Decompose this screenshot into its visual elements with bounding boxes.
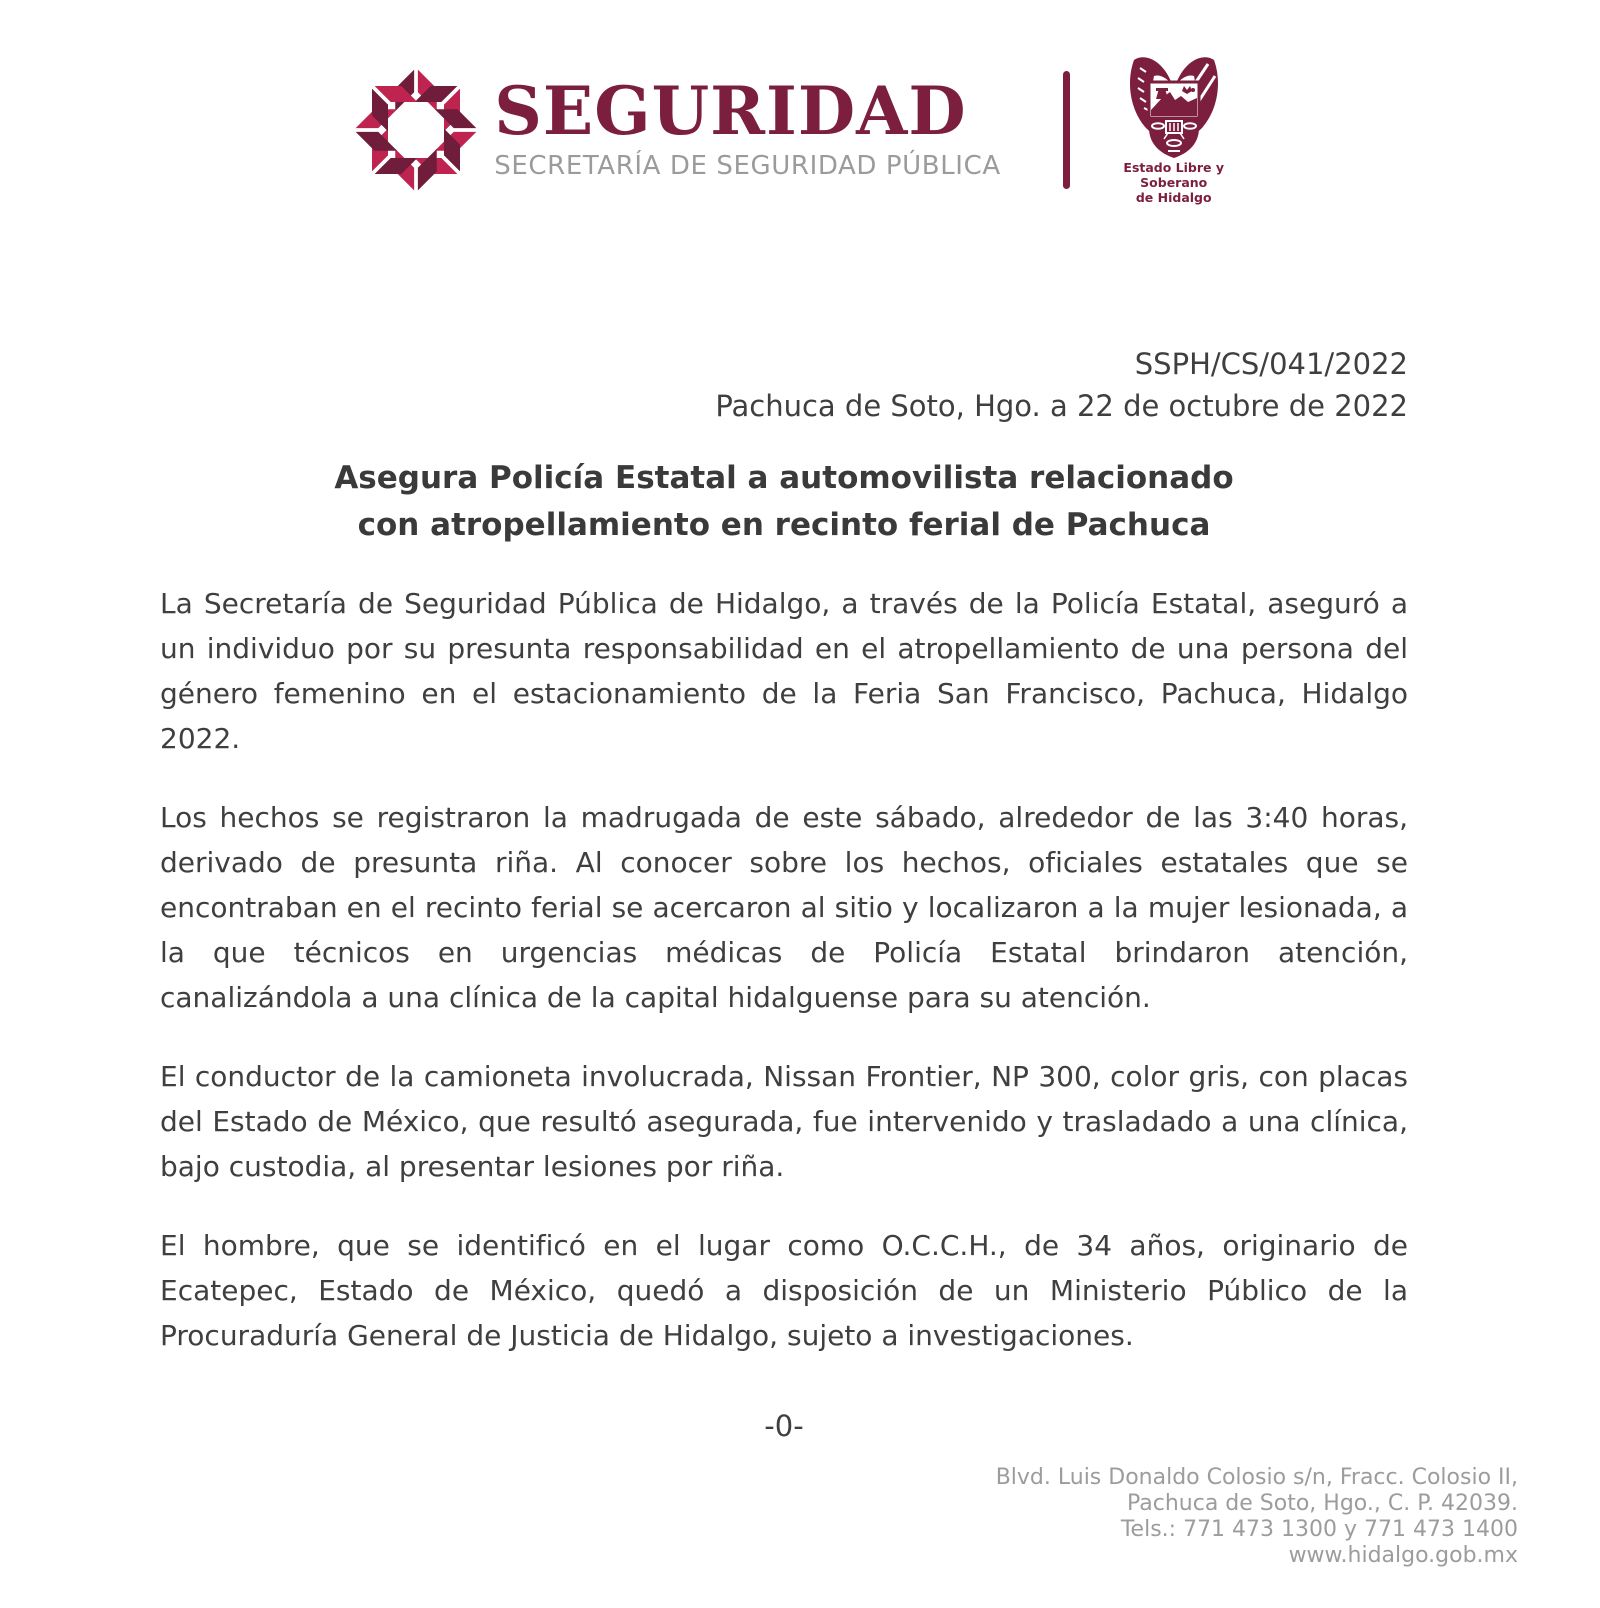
end-separator: -0- — [764, 1409, 804, 1443]
document-body — [160, 343, 1408, 1449]
brand-wordmark: SEGURIDAD — [494, 72, 967, 150]
page-title-line1: Asegura Policía Estatal a automovilista relacionado — [334, 460, 1234, 496]
page-title-line2: con atropellamiento en recinto ferial de Pachuca — [357, 507, 1211, 543]
paragraph-2: Los hechos se registraron la madrugada de este sábado, alrededor de las 3:40 horas, derivado de presunta riña. Al conocer sobre los hechos, oficiales estatales que se encontraban en el recinto ferial se acercaron al sitio y localizaron a la mujer lesionada, a la que técnicos en urgencias médicas de Policía Estatal brindaron atención, canalizándola a una clínica de la capital hidalguense para su atención. — [160, 801, 1408, 1014]
footer-address-line2: Pachuca de Soto, Hgo., C. P. 42039. — [1126, 1491, 1518, 1516]
emblem-caption-line1: Estado Libre y Soberano — [1123, 160, 1225, 190]
footer-phones: Tels.: 771 473 1300 y 771 473 1400 — [1120, 1517, 1518, 1542]
dateline: Pachuca de Soto, Hgo. a 22 de octubre de 2022 — [715, 389, 1408, 423]
page-title — [160, 455, 1408, 549]
seguridad-star-logo-icon — [350, 60, 482, 200]
state-emblem-block — [1098, 54, 1250, 205]
meta-block — [160, 343, 1408, 427]
hidalgo-coat-of-arms-icon — [1117, 54, 1231, 158]
emblem-caption-line2: de Hidalgo — [1135, 190, 1212, 205]
header-divider — [1063, 71, 1070, 189]
reference-number: SSPH/CS/041/2022 — [1134, 347, 1408, 381]
brand-text-block — [494, 72, 1001, 181]
letterhead — [0, 0, 1600, 205]
footer-address-line1: Blvd. Luis Donaldo Colosio s/n, Fracc. Colosio II, — [995, 1465, 1518, 1490]
footer-website: www.hidalgo.gob.mx — [1288, 1543, 1518, 1568]
brand-subtitle: SECRETARÍA DE SEGURIDAD PÚBLICA — [494, 151, 1001, 181]
emblem-caption — [1098, 160, 1250, 205]
footer-address-block — [0, 1465, 1518, 1569]
paragraph-3: El conductor de la camioneta involucrada, Nissan Frontier, NP 300, color gris, con placas del Estado de México, que resultó asegurada, fue intervenido y trasladado a una clínica, bajo custodia, al presentar lesiones por riña. — [160, 1060, 1408, 1183]
paragraph-4: El hombre, que se identificó en el lugar como O.C.C.H., de 34 años, originario de Ecatepec, Estado de México, quedó a disposición de un Ministerio Público de la Procuraduría General de Justicia de Hidalgo, sujeto a investigaciones. — [160, 1229, 1408, 1352]
paragraph-1: La Secretaría de Seguridad Pública de Hidalgo, a través de la Policía Estatal, aseguró a un individuo por su presunta responsabilidad en el atropellamiento de una persona del género femenino en el estacionamiento de la Feria San Francisco, Pachuca, Hidalgo 2022. — [160, 587, 1408, 755]
